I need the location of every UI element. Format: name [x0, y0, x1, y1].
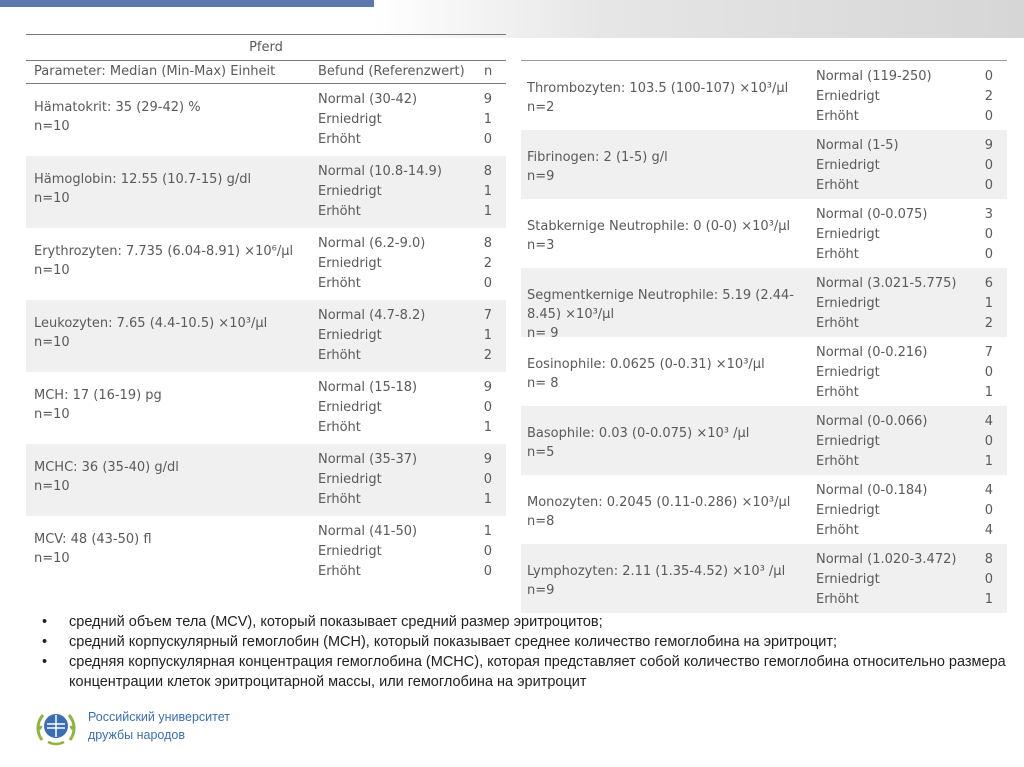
- count-cell: [979, 274, 993, 334]
- status-high: Erhöht: [816, 523, 859, 538]
- top-accent-bar: [0, 0, 374, 7]
- param-n: n=10: [34, 335, 70, 350]
- bullet-text: средняя корпускулярная концентрация гемоглобина (MCHC), которая представляет собой количество гемоглобина относительно размера концентрации клеток эритроцитарной массы, или гемоглобина на эритроцит: [69, 654, 1006, 690]
- university-name: [88, 708, 230, 744]
- count-high: 2: [984, 316, 993, 331]
- count-normal: 1: [483, 524, 492, 539]
- status-high: Erhöht: [816, 385, 859, 400]
- table-row: [26, 372, 506, 444]
- status-cell: [318, 90, 417, 150]
- count-low: 0: [984, 158, 993, 173]
- param-text: Monozyten: 0.2045 (0.11-0.286) ×10³/µl: [527, 495, 791, 510]
- header-n: n: [484, 64, 493, 79]
- count-low: 0: [984, 434, 993, 449]
- header-befund: Befund (Referenzwert): [318, 64, 465, 79]
- count-normal: 9: [483, 452, 492, 467]
- count-normal: 8: [483, 164, 492, 179]
- param-n: n=9: [527, 583, 555, 598]
- status-high: Erhöht: [318, 276, 361, 291]
- count-low: 1: [483, 184, 492, 199]
- count-high: 1: [483, 420, 492, 435]
- count-normal: 3: [984, 207, 993, 222]
- table-title: Pferd: [249, 40, 283, 55]
- param-text: MCV: 48 (43-50) fl: [34, 532, 152, 547]
- bullet-item: [36, 632, 1016, 652]
- table-row: [521, 475, 1007, 544]
- status-normal: Normal (0-0.216): [816, 345, 928, 360]
- status-normal: Normal (0-0.075): [816, 207, 928, 222]
- status-cell: [816, 343, 928, 403]
- count-low: 1: [483, 112, 492, 127]
- param-n: n=2: [527, 100, 555, 115]
- bullet-list: [36, 612, 1016, 692]
- status-low: Erniedrigt: [816, 296, 880, 311]
- param-n: n=10: [34, 407, 70, 422]
- status-high: Erhöht: [318, 492, 361, 507]
- count-high: 0: [483, 564, 492, 579]
- param-n: n= 8: [527, 376, 559, 391]
- status-high: Erhöht: [318, 132, 361, 147]
- param-text: Leukozyten: 7.65 (4.4-10.5) ×10³/µl: [34, 316, 268, 331]
- param-cell: [34, 98, 304, 136]
- status-low: Erniedrigt: [318, 400, 382, 415]
- count-high: 1: [984, 454, 993, 469]
- status-low: Erniedrigt: [816, 503, 880, 518]
- param-cell: [527, 217, 802, 255]
- count-low: 0: [984, 365, 993, 380]
- bullet-marker: •: [42, 654, 48, 670]
- status-cell: [816, 481, 928, 541]
- count-high: 0: [984, 247, 993, 262]
- header-parameter: Parameter: Median (Min-Max) Einheit: [34, 64, 276, 79]
- param-n: n=10: [34, 191, 70, 206]
- university-name-line1: Российский университет: [88, 710, 230, 724]
- status-low: Erniedrigt: [318, 256, 382, 271]
- status-high: Erhöht: [816, 178, 859, 193]
- table-row: [26, 516, 506, 588]
- count-high: 0: [984, 178, 993, 193]
- bullet-text: средний объем тела (MCV), который показывает средний размер эритроцитов;: [69, 614, 603, 630]
- table-row: [26, 444, 506, 516]
- status-low: Erniedrigt: [318, 472, 382, 487]
- count-cell: [979, 550, 993, 610]
- table-row: [521, 199, 1007, 268]
- status-low: Erniedrigt: [318, 112, 382, 127]
- table-row: [26, 84, 506, 156]
- status-low: Erniedrigt: [816, 365, 880, 380]
- status-cell: [318, 522, 417, 582]
- status-cell: [318, 378, 417, 438]
- param-text: Eosinophile: 0.0625 (0-0.31) ×10³/µl: [527, 357, 765, 372]
- status-low: Erniedrigt: [318, 328, 382, 343]
- param-cell: [527, 424, 802, 462]
- count-cell: [979, 67, 993, 127]
- count-low: 1: [483, 328, 492, 343]
- param-cell: [527, 562, 802, 600]
- count-low: 0: [984, 227, 993, 242]
- count-normal: 8: [984, 552, 993, 567]
- count-high: 0: [483, 276, 492, 291]
- status-high: Erhöht: [816, 109, 859, 124]
- status-high: Erhöht: [318, 420, 361, 435]
- status-normal: Normal (35-37): [318, 452, 418, 467]
- count-normal: 0: [984, 69, 993, 84]
- table-row: [521, 337, 1007, 406]
- table-row: [521, 130, 1007, 199]
- count-normal: 9: [483, 380, 492, 395]
- count-cell: [478, 450, 492, 510]
- count-high: 2: [483, 348, 492, 363]
- bullet-marker: •: [42, 614, 48, 630]
- param-n: n=10: [34, 263, 70, 278]
- count-cell: [478, 162, 492, 222]
- status-normal: Normal (119-250): [816, 69, 932, 84]
- param-text: Thrombozyten: 103.5 (100-107) ×10³/µl: [527, 81, 789, 96]
- param-text: MCHC: 36 (35-40) g/dl: [34, 460, 179, 475]
- table-row: [521, 268, 1007, 341]
- status-cell: [318, 450, 417, 510]
- status-normal: Normal (6.2-9.0): [318, 236, 426, 251]
- right-rows: [521, 61, 1007, 613]
- param-text: Basophile: 0.03 (0-0.075) ×10³ /µl: [527, 426, 750, 441]
- status-high: Erhöht: [816, 316, 859, 331]
- table-row: [521, 544, 1007, 613]
- status-normal: Normal (4.7-8.2): [318, 308, 426, 323]
- status-cell: [816, 136, 899, 196]
- table-row: [26, 300, 506, 372]
- status-cell: [816, 67, 932, 127]
- param-cell: [34, 170, 304, 208]
- status-normal: Normal (30-42): [318, 92, 418, 107]
- param-n: n=3: [527, 238, 555, 253]
- status-high: Erhöht: [816, 592, 859, 607]
- count-high: 1: [984, 385, 993, 400]
- param-cell: [527, 493, 802, 531]
- count-low: 2: [483, 256, 492, 271]
- count-normal: 6: [984, 276, 993, 291]
- count-normal: 8: [483, 236, 492, 251]
- status-low: Erniedrigt: [318, 184, 382, 199]
- count-normal: 9: [483, 92, 492, 107]
- count-low: 2: [984, 89, 993, 104]
- count-high: 4: [984, 523, 993, 538]
- top-gradient-bar: [374, 0, 1024, 38]
- count-cell: [979, 343, 993, 403]
- university-name-line2: дружбы народов: [88, 728, 185, 742]
- status-cell: [816, 412, 928, 472]
- left-rows: [26, 84, 506, 588]
- status-high: Erhöht: [318, 204, 361, 219]
- param-text: MCH: 17 (16-19) pg: [34, 388, 162, 403]
- param-n: n=5: [527, 445, 555, 460]
- status-low: Erniedrigt: [816, 89, 880, 104]
- param-cell: [34, 458, 304, 496]
- count-low: 1: [984, 296, 993, 311]
- param-n: n=8: [527, 514, 555, 529]
- bullet-marker: •: [42, 634, 48, 650]
- count-cell: [478, 522, 492, 582]
- status-high: Erhöht: [816, 454, 859, 469]
- count-cell: [478, 234, 492, 294]
- bullet-item: [36, 652, 1016, 692]
- table-row: [521, 406, 1007, 475]
- count-high: 1: [984, 592, 993, 607]
- param-text: Erythrozyten: 7.735 (6.04-8.91) ×10⁶/µl: [34, 244, 294, 259]
- count-cell: [478, 378, 492, 438]
- table-row: [26, 156, 506, 228]
- count-cell: [979, 136, 993, 196]
- count-cell: [979, 412, 993, 472]
- count-high: 1: [483, 204, 492, 219]
- status-cell: [318, 234, 425, 294]
- status-normal: Normal (3.021-5.775): [816, 276, 957, 291]
- count-cell: [979, 481, 993, 541]
- count-low: 0: [483, 472, 492, 487]
- status-cell: [816, 205, 928, 265]
- param-n: n=10: [34, 551, 70, 566]
- table-header: [26, 61, 506, 83]
- count-high: 1: [483, 492, 492, 507]
- status-low: Erniedrigt: [816, 158, 880, 173]
- status-cell: [318, 162, 442, 222]
- status-normal: Normal (1-5): [816, 138, 899, 153]
- rudn-logo-icon: [34, 706, 78, 748]
- param-text: Hämoglobin: 12.55 (10.7-15) g/dl: [34, 172, 252, 187]
- status-normal: Normal (1.020-3.472): [816, 552, 957, 567]
- status-high: Erhöht: [816, 247, 859, 262]
- status-low: Erniedrigt: [816, 434, 880, 449]
- count-normal: 9: [984, 138, 993, 153]
- param-n: n=9: [527, 169, 555, 184]
- status-normal: Normal (0-0.066): [816, 414, 928, 429]
- status-normal: Normal (0-0.184): [816, 483, 928, 498]
- param-cell: [34, 242, 304, 280]
- param-cell: [34, 386, 304, 424]
- count-high: 0: [483, 132, 492, 147]
- param-cell: [527, 79, 802, 117]
- status-low: Erniedrigt: [318, 544, 382, 559]
- count-cell: [478, 306, 492, 366]
- status-low: Erniedrigt: [816, 572, 880, 587]
- status-high: Erhöht: [318, 348, 361, 363]
- status-low: Erniedrigt: [816, 227, 880, 242]
- param-cell: [34, 314, 304, 352]
- table-row: [26, 228, 506, 300]
- count-low: 0: [483, 544, 492, 559]
- count-low: 0: [483, 400, 492, 415]
- param-cell: [527, 355, 802, 393]
- right-table: [521, 60, 1007, 613]
- bullet-text: средний корпускулярный гемоглобин (MCH), который показывает среднее количество гемоглобина на эритроцит;: [69, 634, 838, 650]
- param-n: n=10: [34, 479, 70, 494]
- param-text: Lymphozyten: 2.11 (1.35-4.52) ×10³ /µl: [527, 564, 786, 579]
- param-n: n=10: [34, 119, 70, 134]
- param-text: Fibrinogen: 2 (1-5) g/l: [527, 150, 668, 165]
- status-normal: Normal (41-50): [318, 524, 418, 539]
- param-text: Stabkernige Neutrophile: 0 (0-0) ×10³/µl: [527, 219, 791, 234]
- count-cell: [478, 90, 492, 150]
- status-normal: Normal (10.8-14.9): [318, 164, 442, 179]
- param-text: Segmentkernige Neutrophile: 5.19 (2.44-8.45) ×10³/µl: [527, 288, 794, 322]
- param-cell: [527, 286, 802, 343]
- status-normal: Normal (15-18): [318, 380, 418, 395]
- status-cell: [816, 550, 956, 610]
- param-n: n= 9: [527, 326, 559, 341]
- bullet-item: [36, 612, 1016, 632]
- param-cell: [34, 530, 304, 568]
- status-cell: [816, 274, 956, 334]
- count-high: 0: [984, 109, 993, 124]
- count-cell: [979, 205, 993, 265]
- count-low: 0: [984, 503, 993, 518]
- param-text: Hämatokrit: 35 (29-42) %: [34, 100, 201, 115]
- table-row: [521, 61, 1007, 130]
- status-cell: [318, 306, 425, 366]
- count-normal: 7: [483, 308, 492, 323]
- param-cell: [527, 148, 802, 186]
- status-high: Erhöht: [318, 564, 361, 579]
- count-normal: 4: [984, 414, 993, 429]
- left-table: [26, 34, 506, 588]
- count-normal: 7: [984, 345, 993, 360]
- count-low: 0: [984, 572, 993, 587]
- count-normal: 4: [984, 483, 993, 498]
